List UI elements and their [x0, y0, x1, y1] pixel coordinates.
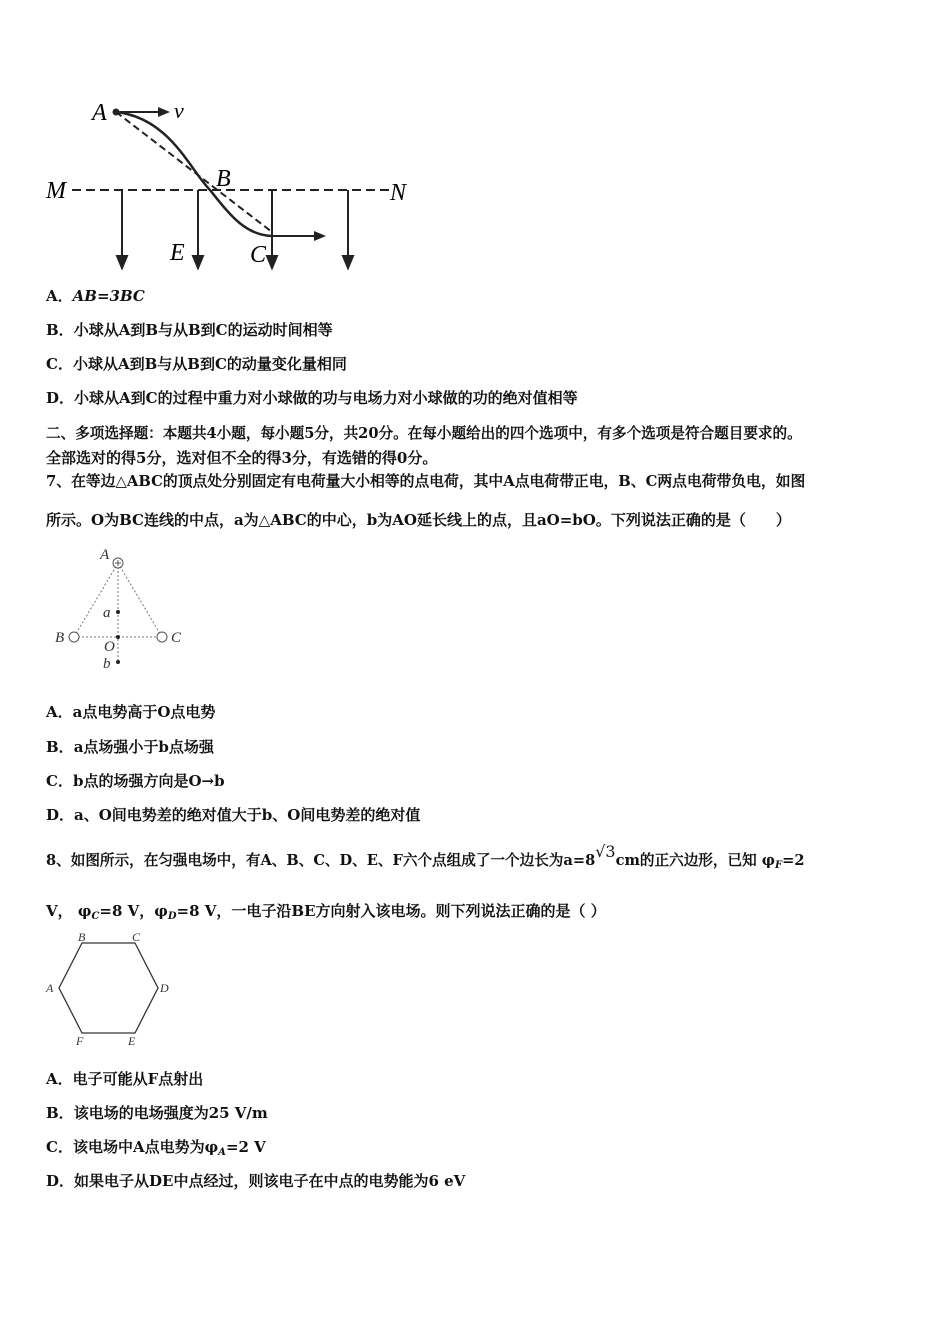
label-e: E [170, 240, 185, 266]
phi-f: $\varphi_F=2$ [761, 852, 805, 871]
dashed-ac [116, 112, 272, 232]
tri-label-b-ext: b [103, 656, 111, 672]
label-a: A [92, 100, 107, 126]
point-o [116, 635, 120, 639]
q8-option-d: D．如果电子从DE中点经过，则该电子在中点的电势能为6 eV [46, 1172, 466, 1190]
hexagon [59, 943, 158, 1033]
velocity-arrow-c [314, 231, 326, 241]
q7-option-a: A．a点电势高于O点电势 [46, 703, 216, 721]
label-v: v [174, 98, 184, 123]
tri-label-b: B [55, 630, 65, 646]
hex-label-a: A [46, 981, 54, 995]
q7-option-c: C．b点的场强方向是O→b [46, 772, 225, 790]
q7-stem-line1: 7、在等边△ABC的顶点处分别固定有电荷量大小相等的点电荷，其中A点电荷带正电，B、C两点电荷带负电，如图 [46, 473, 806, 490]
side-ac [118, 563, 162, 637]
tri-label-a: A [100, 547, 110, 563]
label-m: M [46, 178, 66, 204]
label-b: B [216, 166, 231, 192]
point-a-center [116, 610, 120, 614]
q6-option-b: B．小球从A到B与从B到C的运动时间相等 [46, 321, 333, 339]
q7-stem-line2: 所示。O为BC连线的中点，a为△ABC的中心，b为AO延长线上的点，且aO=bO。下列说法正确的是（ ） [46, 511, 791, 529]
tri-label-a-center: a [103, 605, 111, 621]
section-header-line1: 二、多项选择题：本题共4小题，每小题5分，共20分。在每小题给出的四个选项中，有多个选项是符合题目要求的。 [46, 425, 802, 442]
trajectory-curve [116, 112, 272, 236]
figure-hexagon [40, 925, 180, 1050]
charge-c [157, 632, 167, 642]
label-c: C [250, 242, 267, 268]
q8-stem-line1: 8、如图所示，在匀强电场中，有A、B、C、D、E、F六个点组成了一个边长为a=8√3cm的正六边形，已知 $\varphi_F=2$ [46, 842, 805, 871]
q6-option-c: C．小球从A到B与从B到C的动量变化量相同 [46, 355, 347, 373]
phi-d: $\varphi_D=8$ V，一电子沿BE方向射入该电场。则下列说法正确的是（ ） [154, 902, 606, 922]
q7-option-d: D．a、O间电势差的绝对值大于b、O间电势差的绝对值 [46, 806, 421, 824]
tri-label-o: O [104, 639, 115, 655]
q7-option-b: B．a点场强小于b点场强 [46, 738, 214, 756]
hex-label-e: E [128, 1034, 136, 1048]
q8-option-a: A．电子可能从F点射出 [46, 1070, 204, 1088]
figure-trajectory [40, 90, 420, 275]
tri-label-c: C [171, 630, 182, 646]
velocity-arrow-a [158, 107, 170, 117]
hex-label-c: C [132, 930, 141, 944]
charge-b [69, 632, 79, 642]
q8-option-b: B．该电场的电场强度为25 V/m [46, 1104, 268, 1122]
hex-label-b: B [78, 930, 86, 944]
q6-option-d: D．小球从A到C的过程中重力对小球做的功与电场力对小球做的功的绝对值相等 [46, 389, 578, 407]
point-b-ext [116, 660, 120, 664]
figure-triangle [50, 545, 200, 675]
section-header-line2: 全部选对的得5分，选对但不全的得3分，有选错的得0分。 [46, 449, 438, 467]
label-n: N [390, 180, 407, 206]
side-ab [74, 563, 118, 637]
phi-a: $\varphi_A$ [204, 1138, 226, 1158]
phi-c: $\varphi_C=8$ V， [77, 902, 155, 922]
q6-option-a: A．AB=3BC [46, 287, 145, 305]
hex-label-f: F [76, 1034, 84, 1048]
q8-stem-line2: V， $\varphi_C=8$ V，$\varphi_D=8$ V，一电子沿BE方向射入该电场。则下列说法正确的是（ ） [46, 902, 606, 922]
q8-option-c: C．该电场中A点电势为$\varphi_A=2$ V [46, 1138, 266, 1158]
sqrt-three: √3 [595, 842, 616, 861]
point-a-dot [113, 109, 120, 116]
field-arrows [117, 190, 353, 268]
hex-label-d: D [160, 981, 169, 995]
